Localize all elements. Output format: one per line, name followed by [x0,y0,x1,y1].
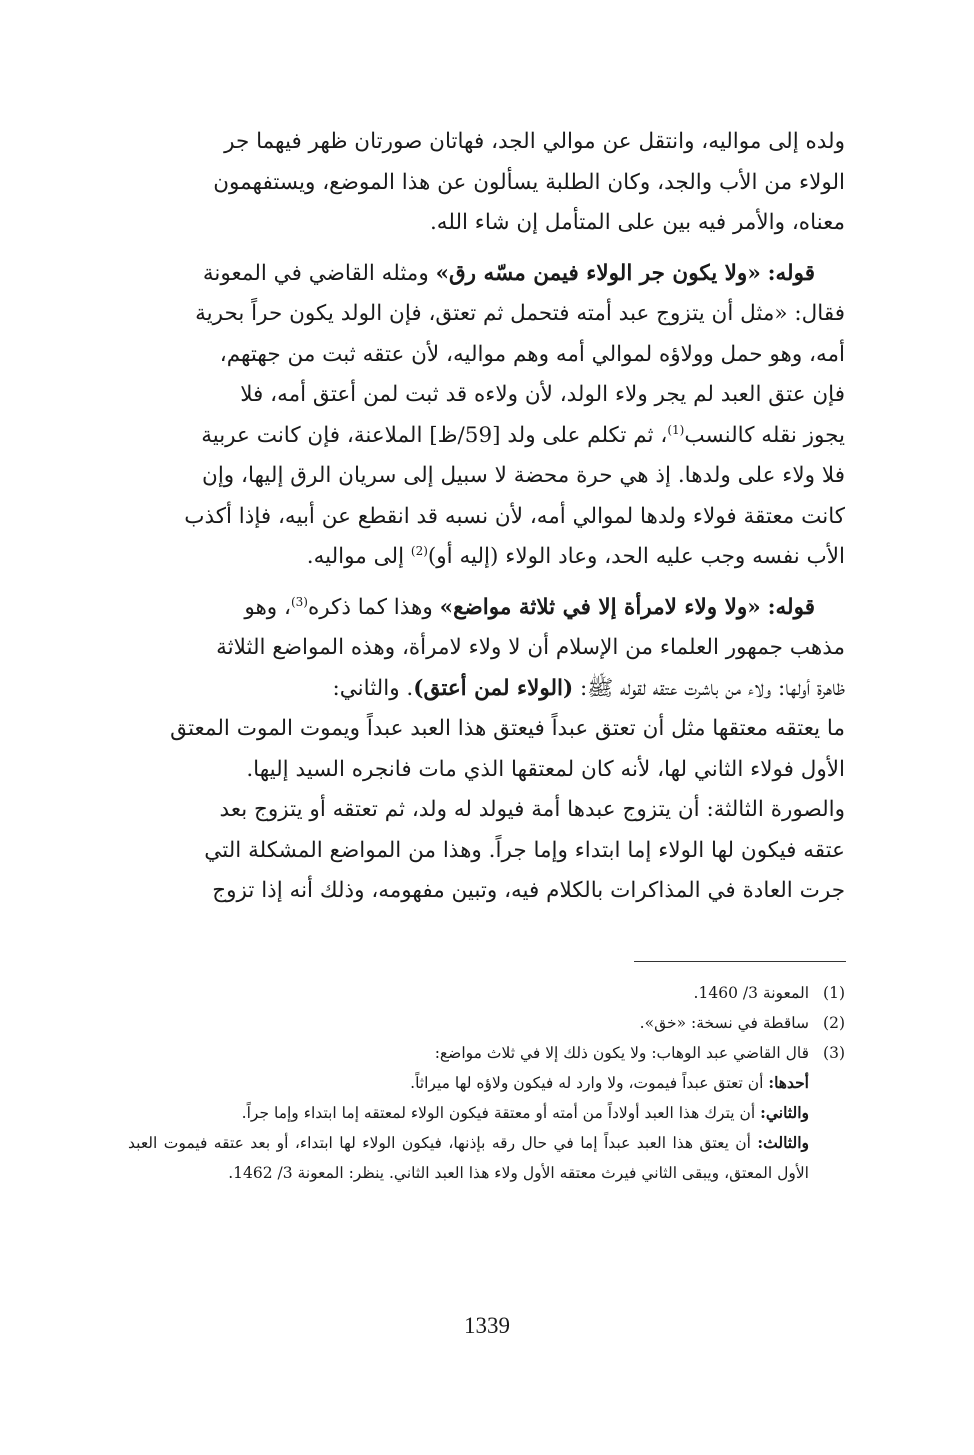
text-span: ومثله القاضي في المعونة [202,260,429,286]
text-line: كانت معتقة فولاء ولدها لموالي أمه، لأن نسبه قد انقطع عن أبيه، فإذا أكذب [184,503,845,529]
text-span: إلى مواليه. [306,544,411,569]
footnote-3 [128,1038,845,1068]
text-line: فلا ولاء على ولدها. إذ هي حرة محضة لا سبيل إلى سريان الرق إليها، وإن [202,463,845,488]
text-span: ، وهو [244,594,291,620]
item-text: أن يترك هذا العبد أولاداً من أمته أو معتقة فيكون الولاء لمعتقه إما ابتداء وإما جراً. [241,1104,761,1122]
quoted-text: «ولا يكون جر الولاء فيمن مسّه رق» [435,260,761,286]
text-span: ، ثم تكلم على ولد [59/ظ] الملاعنة، فإن كانت عربية [201,422,668,448]
footnote-text: قال القاضي عبد الوهاب: ولا يكون ذلك إلا في ثلاث مواضع: [434,1044,809,1062]
text-span: يجوز نقله كالنسب [684,422,845,448]
text-line: فإن عتق العبد لم يجر ولاء الولد، لأن ولاءه قد ثبت لمن أعتق أمه، فلا [240,382,845,407]
text-line: جرت العادة في المذاكرات بالكلام فيه، وتبين مفهومه، وذلك أنه إذا تزوج [212,878,845,903]
lead-word: قوله: [767,594,815,620]
text-span: . والثاني: [332,675,414,701]
footnote-separator [634,961,846,962]
text-line [128,254,845,295]
footnote-3-item-2 [128,1098,809,1128]
text-span: وهذا كما ذكره [307,594,433,620]
text-line: والصورة الثالثة: أن يتزوج عبدها أمة فيولد له ولد، ثم تعتقه أو يتزوج بعد [219,797,845,822]
footnote-ref-2: (2) [410,543,428,558]
item-text: أن تعتق عبداً فيموت، ولا وارد له فيكون ولاؤه لها ميراثاً. [410,1074,769,1092]
footnote-2 [128,1008,845,1038]
footnote-1 [128,978,845,1008]
text-line [128,416,845,457]
page-number: 1339 [464,1313,510,1338]
paragraph-3 [128,588,845,912]
item-label: والثالث: [757,1133,809,1152]
text-line: فقال: «مثل أن يتزوج عبد أمته فتحمل ثم تعتق، فإن الولد يكون حراً بحرية [195,301,845,326]
footnote-ref-3: (3) [290,594,308,609]
text-line: الولاء من الأب والجد، وكان الطلبة يسألون عن هذا الموضع، ويستفهمون [213,169,845,195]
text-line: عتقه فيكون لها الولاء إما ابتداء وإما جراً. وهذا من المواضع المشكلة التي [204,837,845,863]
item-text: أن يعتق هذا العبد عبداً إما في حال رقه بإذنها، فيكون الولاء لها ابتداء، أو بعد عتقه فيموت العبد الأول المعتق، ويبقى الثاني فيرث معتقه الأول ولاء هذا العبد الثاني. ينظر: المعونة 3/ 1462. [128,1134,809,1182]
text-line: ولده إلى مواليه، وانتقل عن موالي الجد، فهاتان صورتان ظهر فيهما جر [224,129,845,154]
quoted-text: «ولا ولاء لامرأة إلا في ثلاثة مواضع» [439,594,761,620]
text-line [128,669,845,710]
footnote-text: ساقطة في نسخة: «خق». [639,1014,809,1032]
paragraph-1 [128,122,845,244]
footnote-3-item-3 [128,1128,809,1188]
text-line: مذهب جمهور العلماء من الإسلام أن لا ولاء لامرأة، وهذه المواضع الثلاثة [216,635,845,660]
text-line [128,588,845,629]
text-line: معناه، والأمر فيه بين على المتأمل إن شاء الله. [429,210,845,235]
item-label: والثاني: [760,1103,809,1122]
text-line: الأول فولاء الثاني لها، لأنه كان لمعتقها الذي مات فانجره السيد إليها. [246,756,845,782]
text-line: ما يعتقه معتقها مثل أن تعتق عبداً فيعتق هذا العبد عبداً ويموت الموت المعتق [170,716,845,741]
text-line [128,537,845,578]
footnote-ref-1: (1) [667,422,685,437]
main-text [128,122,845,922]
footnote-number: (2) [823,1014,845,1032]
text-span: الأب نفسه وجب عليه الحد، وعاد الولاء (إليه أو) [427,544,845,569]
footnote-3-item-1 [128,1068,809,1098]
footnotes [128,978,845,1188]
footnote-text: المعونة 3/ 1460. [693,984,809,1002]
hadith-text: (الولاء لمن أعتق) [413,675,574,701]
item-label: أحدها: [768,1073,809,1092]
paragraph-2 [128,254,845,578]
footnote-number: (3) [823,1044,845,1062]
text-span: ظاهرة أولها: ولاء من باشرت عتقه لقوله ﷺ: [580,675,845,701]
text-line: أمه، وهو حمل وولاؤه لموالي أمه وهم مواليه، لأن عتقه ثبت من جهتهم، [219,341,845,367]
lead-word: قوله: [767,260,815,286]
footnote-number: (1) [823,984,845,1002]
